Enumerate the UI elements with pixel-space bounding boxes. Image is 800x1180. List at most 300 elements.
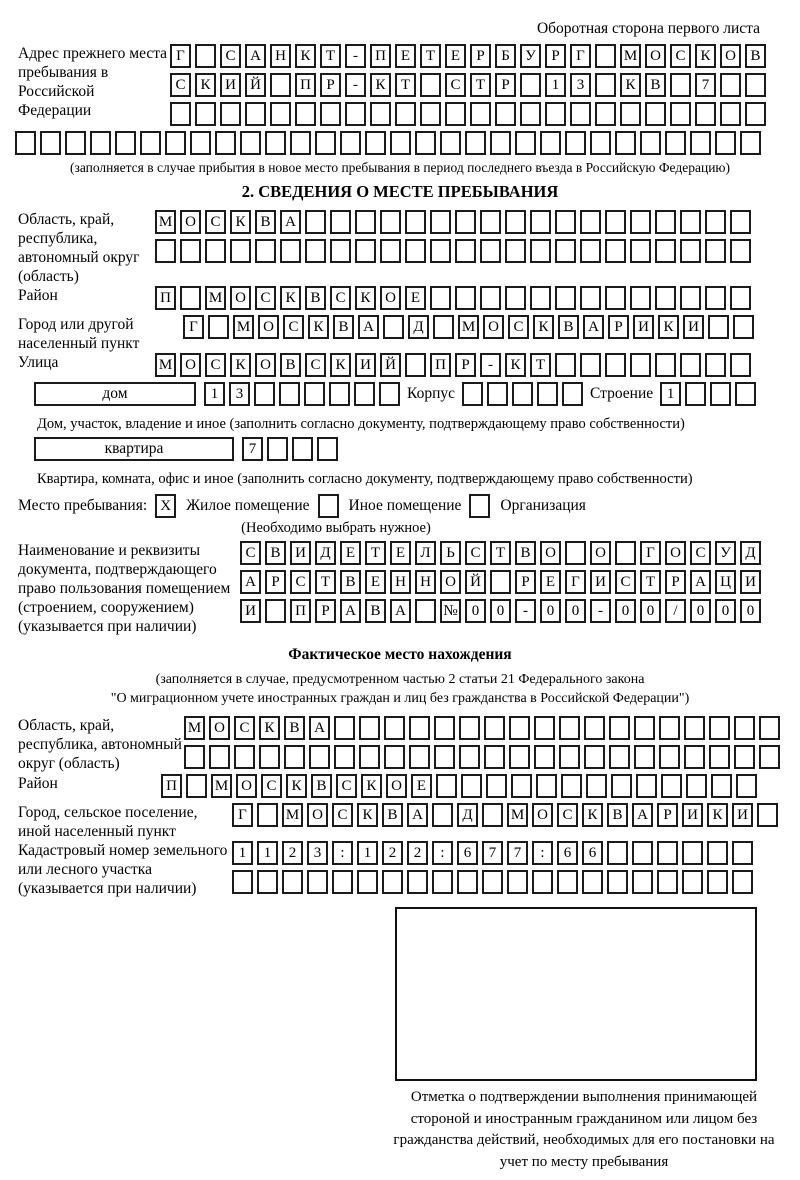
char-box: - bbox=[345, 44, 366, 68]
char-box: № bbox=[440, 599, 461, 623]
char-grid-row bbox=[240, 570, 765, 594]
char-box: Т bbox=[320, 44, 341, 68]
char-box: : bbox=[432, 841, 453, 865]
char-box bbox=[395, 102, 416, 126]
char-box bbox=[405, 210, 426, 234]
char-box bbox=[730, 239, 751, 263]
char-box: О bbox=[307, 803, 328, 827]
char-box bbox=[682, 841, 703, 865]
char-grid-row bbox=[155, 286, 755, 310]
char-box bbox=[245, 102, 266, 126]
option-residential-label: Жилое помещение bbox=[186, 497, 310, 514]
char-box: П bbox=[430, 353, 451, 377]
char-box bbox=[409, 716, 430, 740]
char-box bbox=[482, 803, 503, 827]
char-box bbox=[345, 102, 366, 126]
char-box: М bbox=[233, 315, 254, 339]
char-box bbox=[595, 44, 616, 68]
char-box: Б bbox=[495, 44, 516, 68]
prev-address-label: Адрес прежнего места пребывания в Российской Федерации bbox=[18, 45, 168, 119]
char-box: Е bbox=[365, 570, 386, 594]
house-labelbox: дом bbox=[34, 382, 196, 406]
char-box: В bbox=[280, 353, 301, 377]
char-box: Й bbox=[245, 73, 266, 97]
char-box: К bbox=[280, 286, 301, 310]
char-box bbox=[611, 774, 632, 798]
char-box bbox=[730, 210, 751, 234]
char-box bbox=[655, 286, 676, 310]
char-box bbox=[365, 131, 386, 155]
char-box bbox=[115, 131, 136, 155]
char-box bbox=[605, 353, 626, 377]
char-box bbox=[267, 437, 288, 461]
char-box bbox=[730, 286, 751, 310]
char-box: С bbox=[255, 286, 276, 310]
char-box bbox=[630, 286, 651, 310]
char-box: 3 bbox=[229, 382, 250, 406]
char-box bbox=[195, 44, 216, 68]
char-box: О bbox=[180, 210, 201, 234]
char-box bbox=[609, 716, 630, 740]
char-box bbox=[455, 210, 476, 234]
char-box bbox=[710, 382, 731, 406]
field-apartment bbox=[34, 437, 800, 466]
char-box: С bbox=[445, 73, 466, 97]
char-box bbox=[355, 239, 376, 263]
char-box: В bbox=[365, 599, 386, 623]
char-box bbox=[509, 745, 530, 769]
char-box bbox=[655, 210, 676, 234]
apartment-labelbox: квартира bbox=[34, 437, 234, 461]
char-box bbox=[561, 774, 582, 798]
page-side-note: Оборотная сторона первого листа bbox=[536, 20, 760, 37]
char-grid-row bbox=[240, 541, 765, 565]
char-box bbox=[634, 745, 655, 769]
char-box: М bbox=[205, 286, 226, 310]
char-box bbox=[280, 239, 301, 263]
char-box bbox=[695, 102, 716, 126]
korpus-grid bbox=[462, 382, 587, 406]
char-box: С bbox=[290, 570, 311, 594]
char-box: С bbox=[330, 286, 351, 310]
char-grid-row-full bbox=[15, 131, 800, 155]
char-box bbox=[170, 102, 191, 126]
char-box: 0 bbox=[640, 599, 661, 623]
char-box: Т bbox=[530, 353, 551, 377]
char-box bbox=[461, 774, 482, 798]
char-box bbox=[292, 437, 313, 461]
char-box bbox=[555, 239, 576, 263]
char-box bbox=[405, 239, 426, 263]
char-box: С bbox=[170, 73, 191, 97]
checkbox-other-premises bbox=[318, 494, 339, 518]
char-box bbox=[315, 131, 336, 155]
char-box: Т bbox=[365, 541, 386, 565]
char-box: Т bbox=[420, 44, 441, 68]
char-box bbox=[715, 131, 736, 155]
char-box bbox=[720, 73, 741, 97]
char-box: Т bbox=[640, 570, 661, 594]
char-box: О bbox=[180, 353, 201, 377]
char-box: П bbox=[295, 73, 316, 97]
char-box bbox=[530, 286, 551, 310]
char-box bbox=[512, 382, 533, 406]
char-box bbox=[615, 541, 636, 565]
char-box bbox=[534, 716, 555, 740]
char-box bbox=[686, 774, 707, 798]
char-box: К bbox=[357, 803, 378, 827]
char-box: 1 bbox=[357, 841, 378, 865]
char-box: 0 bbox=[715, 599, 736, 623]
char-box bbox=[555, 286, 576, 310]
char-box bbox=[205, 239, 226, 263]
char-box: В bbox=[305, 286, 326, 310]
char-box: В bbox=[745, 44, 766, 68]
char-box: В bbox=[558, 315, 579, 339]
char-grid-row bbox=[170, 73, 770, 97]
char-box bbox=[209, 745, 230, 769]
char-box bbox=[282, 870, 303, 894]
char-box: Г bbox=[170, 44, 191, 68]
char-box bbox=[584, 716, 605, 740]
char-box bbox=[265, 599, 286, 623]
char-box: Г bbox=[183, 315, 204, 339]
document-label: Наименование и реквизиты документа, подтверждающего право пользования помещением (строением, сооружением) (указывается при наличии) bbox=[18, 542, 231, 635]
char-grid-row bbox=[232, 803, 782, 827]
house-note: Дом, участок, владение и иное (заполнить согласно документу, подтверждающему право собственности) bbox=[37, 416, 685, 432]
char-box: В bbox=[340, 570, 361, 594]
char-box: С bbox=[240, 541, 261, 565]
field-actual-region bbox=[18, 716, 800, 774]
checkbox-residential: X bbox=[155, 494, 176, 518]
char-box bbox=[509, 716, 530, 740]
char-box: Й bbox=[465, 570, 486, 594]
house-grid bbox=[204, 382, 404, 406]
char-box bbox=[215, 131, 236, 155]
char-box bbox=[530, 239, 551, 263]
stroenie-grid bbox=[660, 382, 760, 406]
char-grid-row bbox=[155, 239, 755, 263]
char-box bbox=[657, 870, 678, 894]
char-box: К bbox=[370, 73, 391, 97]
char-box: С bbox=[234, 716, 255, 740]
char-box bbox=[507, 870, 528, 894]
char-grid-row bbox=[232, 870, 757, 894]
char-box: 0 bbox=[740, 599, 761, 623]
char-box: Н bbox=[270, 44, 291, 68]
char-box: К bbox=[295, 44, 316, 68]
char-box bbox=[234, 745, 255, 769]
char-box bbox=[455, 239, 476, 263]
char-box bbox=[759, 716, 780, 740]
char-box bbox=[632, 841, 653, 865]
char-box bbox=[254, 382, 275, 406]
char-box: К bbox=[707, 803, 728, 827]
char-box: Г bbox=[232, 803, 253, 827]
char-box bbox=[645, 102, 666, 126]
char-box: Е bbox=[445, 44, 466, 68]
char-box bbox=[445, 102, 466, 126]
char-box bbox=[582, 870, 603, 894]
char-box bbox=[640, 131, 661, 155]
char-box bbox=[432, 803, 453, 827]
prev-address-grid bbox=[170, 44, 770, 131]
char-box bbox=[630, 239, 651, 263]
char-box bbox=[255, 239, 276, 263]
char-box bbox=[565, 541, 586, 565]
char-box bbox=[409, 745, 430, 769]
char-box bbox=[487, 382, 508, 406]
char-box bbox=[595, 73, 616, 97]
char-box bbox=[455, 286, 476, 310]
char-box bbox=[562, 382, 583, 406]
char-box: О bbox=[540, 541, 561, 565]
char-box bbox=[745, 102, 766, 126]
char-box: 1 bbox=[257, 841, 278, 865]
char-box bbox=[607, 841, 628, 865]
char-box bbox=[545, 102, 566, 126]
field-city bbox=[18, 315, 800, 353]
char-box bbox=[570, 102, 591, 126]
char-box bbox=[530, 210, 551, 234]
char-box bbox=[482, 870, 503, 894]
char-box bbox=[680, 286, 701, 310]
char-box bbox=[257, 870, 278, 894]
char-box bbox=[230, 239, 251, 263]
char-box: Т bbox=[395, 73, 416, 97]
char-box bbox=[457, 870, 478, 894]
actual-location-subtitle bbox=[30, 670, 770, 708]
char-box: 0 bbox=[490, 599, 511, 623]
char-box bbox=[495, 102, 516, 126]
char-box: К bbox=[230, 210, 251, 234]
char-box: С bbox=[508, 315, 529, 339]
char-grid-row bbox=[170, 44, 770, 68]
char-box bbox=[433, 315, 454, 339]
char-box bbox=[505, 286, 526, 310]
char-box: В bbox=[255, 210, 276, 234]
actual-location-title: Фактическое место нахождения bbox=[288, 646, 512, 663]
char-box bbox=[440, 131, 461, 155]
char-box bbox=[659, 745, 680, 769]
char-box bbox=[515, 131, 536, 155]
char-box: В bbox=[265, 541, 286, 565]
char-box bbox=[305, 239, 326, 263]
actual-district-label: Район bbox=[18, 775, 58, 792]
char-box: 0 bbox=[565, 599, 586, 623]
char-box bbox=[565, 131, 586, 155]
char-box bbox=[465, 131, 486, 155]
char-box: 7 bbox=[507, 841, 528, 865]
stay-type-note: (Необходимо выбрать нужное) bbox=[241, 520, 431, 536]
checkbox-organization bbox=[469, 494, 490, 518]
char-box: П bbox=[161, 774, 182, 798]
char-box: Д bbox=[408, 315, 429, 339]
char-box bbox=[380, 210, 401, 234]
char-grid-row bbox=[184, 716, 784, 740]
char-box bbox=[711, 774, 732, 798]
char-box: Р bbox=[265, 570, 286, 594]
char-box: А bbox=[390, 599, 411, 623]
char-box: А bbox=[240, 570, 261, 594]
char-grid-row bbox=[161, 774, 761, 798]
char-box bbox=[40, 131, 61, 155]
char-box: Д bbox=[315, 541, 336, 565]
char-box bbox=[434, 716, 455, 740]
char-box bbox=[690, 131, 711, 155]
char-box bbox=[459, 745, 480, 769]
apartment-note: Квартира, комната, офис и иное (заполнить согласно документу, подтверждающему право собственности) bbox=[37, 471, 693, 487]
char-box bbox=[317, 437, 338, 461]
char-box: С bbox=[220, 44, 241, 68]
char-box: И bbox=[683, 315, 704, 339]
char-box bbox=[707, 841, 728, 865]
char-box: А bbox=[245, 44, 266, 68]
char-box bbox=[462, 382, 483, 406]
char-box bbox=[757, 803, 778, 827]
char-box: 2 bbox=[382, 841, 403, 865]
char-box: Т bbox=[490, 541, 511, 565]
char-box: К bbox=[533, 315, 554, 339]
char-box: Р bbox=[470, 44, 491, 68]
char-box: Р bbox=[515, 570, 536, 594]
char-box: - bbox=[590, 599, 611, 623]
char-box bbox=[680, 210, 701, 234]
char-box bbox=[180, 239, 201, 263]
char-box bbox=[708, 315, 729, 339]
char-box: Р bbox=[665, 570, 686, 594]
char-box bbox=[355, 210, 376, 234]
char-grid-row bbox=[183, 315, 758, 339]
char-box bbox=[334, 716, 355, 740]
char-box bbox=[511, 774, 532, 798]
document-grid bbox=[240, 541, 765, 636]
char-box: П bbox=[155, 286, 176, 310]
char-box: П bbox=[370, 44, 391, 68]
char-box: Е bbox=[390, 541, 411, 565]
char-box bbox=[665, 131, 686, 155]
char-box: О bbox=[532, 803, 553, 827]
char-box bbox=[615, 131, 636, 155]
char-box bbox=[657, 841, 678, 865]
char-box bbox=[505, 210, 526, 234]
char-box bbox=[459, 716, 480, 740]
char-box: Л bbox=[415, 541, 436, 565]
prev-address-note: (заполняется в случае прибытия в новое место пребывания в период последнего въезда в Российскую Федерацию) bbox=[69, 160, 731, 175]
char-box bbox=[382, 870, 403, 894]
char-box bbox=[586, 774, 607, 798]
char-box bbox=[290, 131, 311, 155]
char-box: С bbox=[205, 210, 226, 234]
region-grid bbox=[155, 210, 755, 286]
char-box: В bbox=[382, 803, 403, 827]
char-box: - bbox=[515, 599, 536, 623]
char-box: И bbox=[220, 73, 241, 97]
char-box bbox=[220, 102, 241, 126]
char-box bbox=[505, 239, 526, 263]
char-box bbox=[630, 210, 651, 234]
char-box bbox=[340, 131, 361, 155]
char-box: 7 bbox=[482, 841, 503, 865]
char-box bbox=[470, 102, 491, 126]
char-box: В bbox=[515, 541, 536, 565]
char-box: К bbox=[361, 774, 382, 798]
char-box bbox=[480, 210, 501, 234]
char-box: О bbox=[230, 286, 251, 310]
stamp-area bbox=[395, 907, 757, 1081]
char-box: О bbox=[590, 541, 611, 565]
char-box bbox=[532, 870, 553, 894]
char-box: М bbox=[155, 353, 176, 377]
char-box bbox=[685, 382, 706, 406]
char-box: Р bbox=[320, 73, 341, 97]
char-box bbox=[705, 239, 726, 263]
stroenie-label: Строение bbox=[590, 385, 654, 402]
char-box bbox=[195, 102, 216, 126]
char-box: Г bbox=[565, 570, 586, 594]
char-box: С bbox=[465, 541, 486, 565]
option-organization-label: Организация bbox=[500, 497, 586, 514]
char-box bbox=[354, 382, 375, 406]
char-box: О bbox=[209, 716, 230, 740]
subtitle-line2: "О миграционном учете иностранных граждан и лиц без гражданства в Российской Федерации") bbox=[110, 691, 690, 706]
char-box bbox=[659, 716, 680, 740]
char-box bbox=[390, 131, 411, 155]
char-box bbox=[490, 570, 511, 594]
char-box bbox=[405, 353, 426, 377]
char-box: К bbox=[195, 73, 216, 97]
char-box bbox=[330, 210, 351, 234]
char-box: К bbox=[355, 286, 376, 310]
char-box: И bbox=[290, 541, 311, 565]
char-box bbox=[555, 353, 576, 377]
city-label: Город или другой населенный пункт bbox=[18, 316, 140, 352]
char-box: О bbox=[665, 541, 686, 565]
char-box bbox=[190, 131, 211, 155]
cadastral-label: Кадастровый номер земельного или лесного участка (указывается при наличии) bbox=[18, 842, 228, 897]
char-box bbox=[595, 102, 616, 126]
char-box bbox=[480, 286, 501, 310]
char-box bbox=[709, 716, 730, 740]
char-box bbox=[295, 102, 316, 126]
char-box: Р bbox=[495, 73, 516, 97]
char-box bbox=[359, 716, 380, 740]
char-box: - bbox=[345, 73, 366, 97]
char-box: К bbox=[286, 774, 307, 798]
korpus-label: Корпус bbox=[407, 385, 455, 402]
char-grid-row bbox=[155, 210, 755, 234]
char-box bbox=[270, 102, 291, 126]
char-box: Ц bbox=[715, 570, 736, 594]
char-box bbox=[186, 774, 207, 798]
char-box bbox=[332, 870, 353, 894]
char-box: И bbox=[355, 353, 376, 377]
char-box bbox=[15, 131, 36, 155]
char-box: О bbox=[380, 286, 401, 310]
char-box bbox=[357, 870, 378, 894]
char-box bbox=[384, 745, 405, 769]
char-box bbox=[240, 131, 261, 155]
char-box: О bbox=[386, 774, 407, 798]
char-box: М bbox=[458, 315, 479, 339]
char-box bbox=[165, 131, 186, 155]
char-box bbox=[480, 239, 501, 263]
char-box bbox=[745, 73, 766, 97]
section2-title: 2. СВЕДЕНИЯ О МЕСТЕ ПРЕБЫВАНИЯ bbox=[241, 182, 559, 201]
char-box: И bbox=[590, 570, 611, 594]
field-document bbox=[18, 541, 800, 636]
option-other-premises-label: Иное помещение bbox=[348, 497, 462, 514]
